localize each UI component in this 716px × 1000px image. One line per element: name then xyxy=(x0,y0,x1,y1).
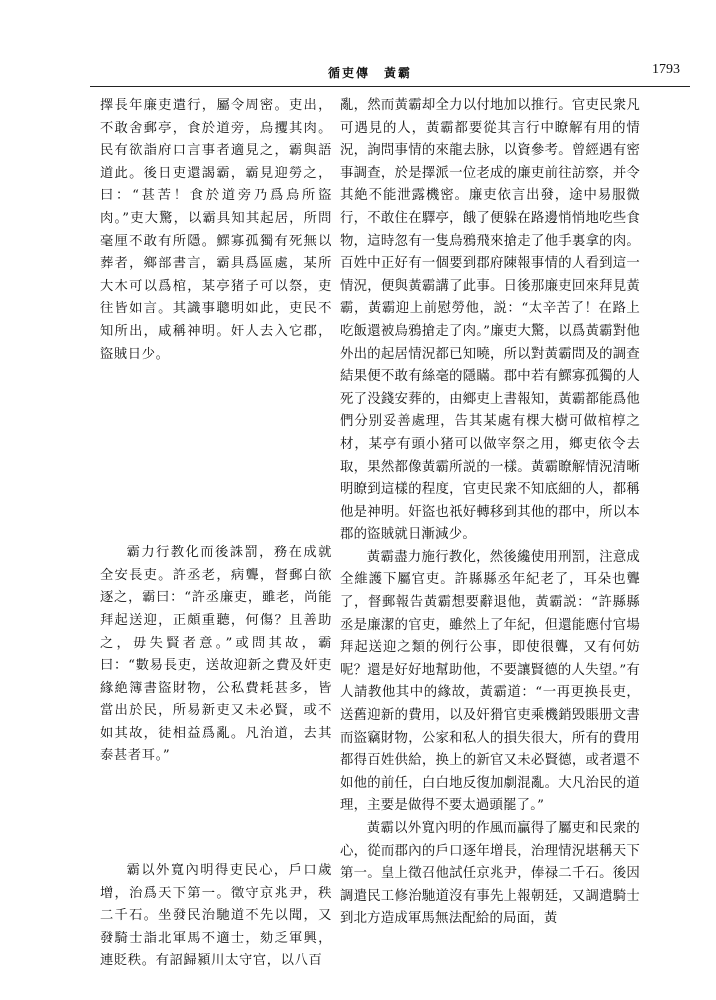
original-paragraph: 霸以外寬內明得吏民心，戶口歲增，治爲天下第一。徵守京兆尹，秩二千石。坐發民治馳道不先以聞，又發騎士詣北軍馬不適士，劾乏軍興，連貶秩。有詔歸潁川太守官，以八百 xyxy=(100,863,332,969)
running-head: 循吏傳 黃霸 xyxy=(328,66,413,80)
original-paragraph: 擇長年廉吏遣行，屬令周密。吏出，不敢舍郵亭，食於道旁，烏攫其肉。民有欲詣府口言事者適見之，霸與語道此。後日吏還謁霸，霸見迎勞之，曰：“甚苦！食於道旁乃爲烏所盜肉。”吏大驚，以霸具知其起居，所問毫厘不敢有所隱。鰥寡孤獨有死無以葬者，鄉部書言，霸具爲區處，某所大木可以爲棺，某亭猪子可以祭，吏往皆如言。其識事聰明如此，吏民不知所出，咸稱神明。奸人去入它郡，盜賊日少。 xyxy=(100,98,332,362)
translation-paragraph: 黃霸以外寬內明的作風而贏得了屬吏和民衆的心，從而郡內的戶口逐年增長，治理情況堪稱天下第一。皇上徵召他試任京兆尹，俸禄二千石。後因調遣民工修治馳道沒有事先上報朝廷，又調遣騎士到北方造成軍馬無法配給的局面，黃 xyxy=(340,821,640,927)
page-number: 1793 xyxy=(652,62,680,77)
translation-paragraph: 黃霸盡力施行教化，然後纔使用刑罰，注意成全維護下屬官吏。許縣縣丞年紀老了，耳朵也聾了，督郵報告黃霸想要辭退他，黃霸説：“許縣縣丞是廉潔的官吏，雖然上了年紀，但還能應付官場拜起送迎之類的例行公事，即使很聾，又有何妨呢？還是好好地幫助他，不要讓賢德的人失望。”有人請教他其中的緣故，黃霸道：“一再更换長吏，送舊迎新的費用，以及奸猾官吏乘機銷毁賬册文書而盜竊財物，公家和私人的損失很大，所有的費用都得百姓供給，换上的新官又未必賢德，或者還不如他的前任，白白地反復加劇混亂。大凡治民的道理，主要是做得不要太過頭罷了。” xyxy=(340,549,640,814)
translation-column xyxy=(340,95,640,931)
original-text-column xyxy=(100,95,332,973)
translation-paragraph: 亂，然而黃霸却全力以付地加以推行。官吏民衆凡可遇見的人，黃霸都要從其言行中瞭解有用的情況，詢問事情的來龍去脉，以資參考。曾經遇有密事調查，於是擇派一位老成的廉吏前往訪察，并令其絶不能泄露機密。廉吏依言出發，途中易服微行，不敢住在驛亭，餓了便躲在路邊悄悄地吃些食物，這時忽有一隻烏鴉飛來搶走了他手裏拿的肉。百姓中正好有一個要到郡府陳報事情的人看到這一情況，便與黃霸講了此事。日後那廉吏回來拜見黃霸，黃霸迎上前慰勞他，説：“太辛苦了！在路上吃飯還被烏鴉搶走了肉。”廉吏大驚，以爲黃霸對他外出的起居情況都已知曉，所以對黃霸問及的調查結果便不敢有絲毫的隱瞞。郡中若有鰥寡孤獨的人死了没錢安葬的，由鄉吏上書報知，黃霸都能爲他們分别妥善處理，告其某處有棵大樹可做棺椁之材，某亭有頭小猪可以做宰祭之用，鄉吏依令去取，果然都像黃霸所説的一樣。黃霸瞭解情況清晰明瞭到這樣的程度，官吏民衆不知底細的人，都稱他是神明。奸盜也祇好轉移到其他的郡中，所以本郡的盜賊就日漸減少。 xyxy=(340,98,640,543)
page-header xyxy=(90,60,690,87)
original-paragraph: 霸力行教化而後誅罰，務在成就全安長吏。許丞老，病聾，督郵白欲逐之，霸曰：“許丞廉吏，雖老，尚能拜起送迎，正頗重聽，何傷？且善助之，毋失賢者意。”或問其故，霸曰：“數易長吏，送故迎新之費及奸吏緣絶簿書盜財物，公私費耗甚多，皆當出於民，所易新吏又未必賢，或不如其故，徒相益爲亂。凡治道，去其泰甚者耳。” xyxy=(100,545,332,764)
